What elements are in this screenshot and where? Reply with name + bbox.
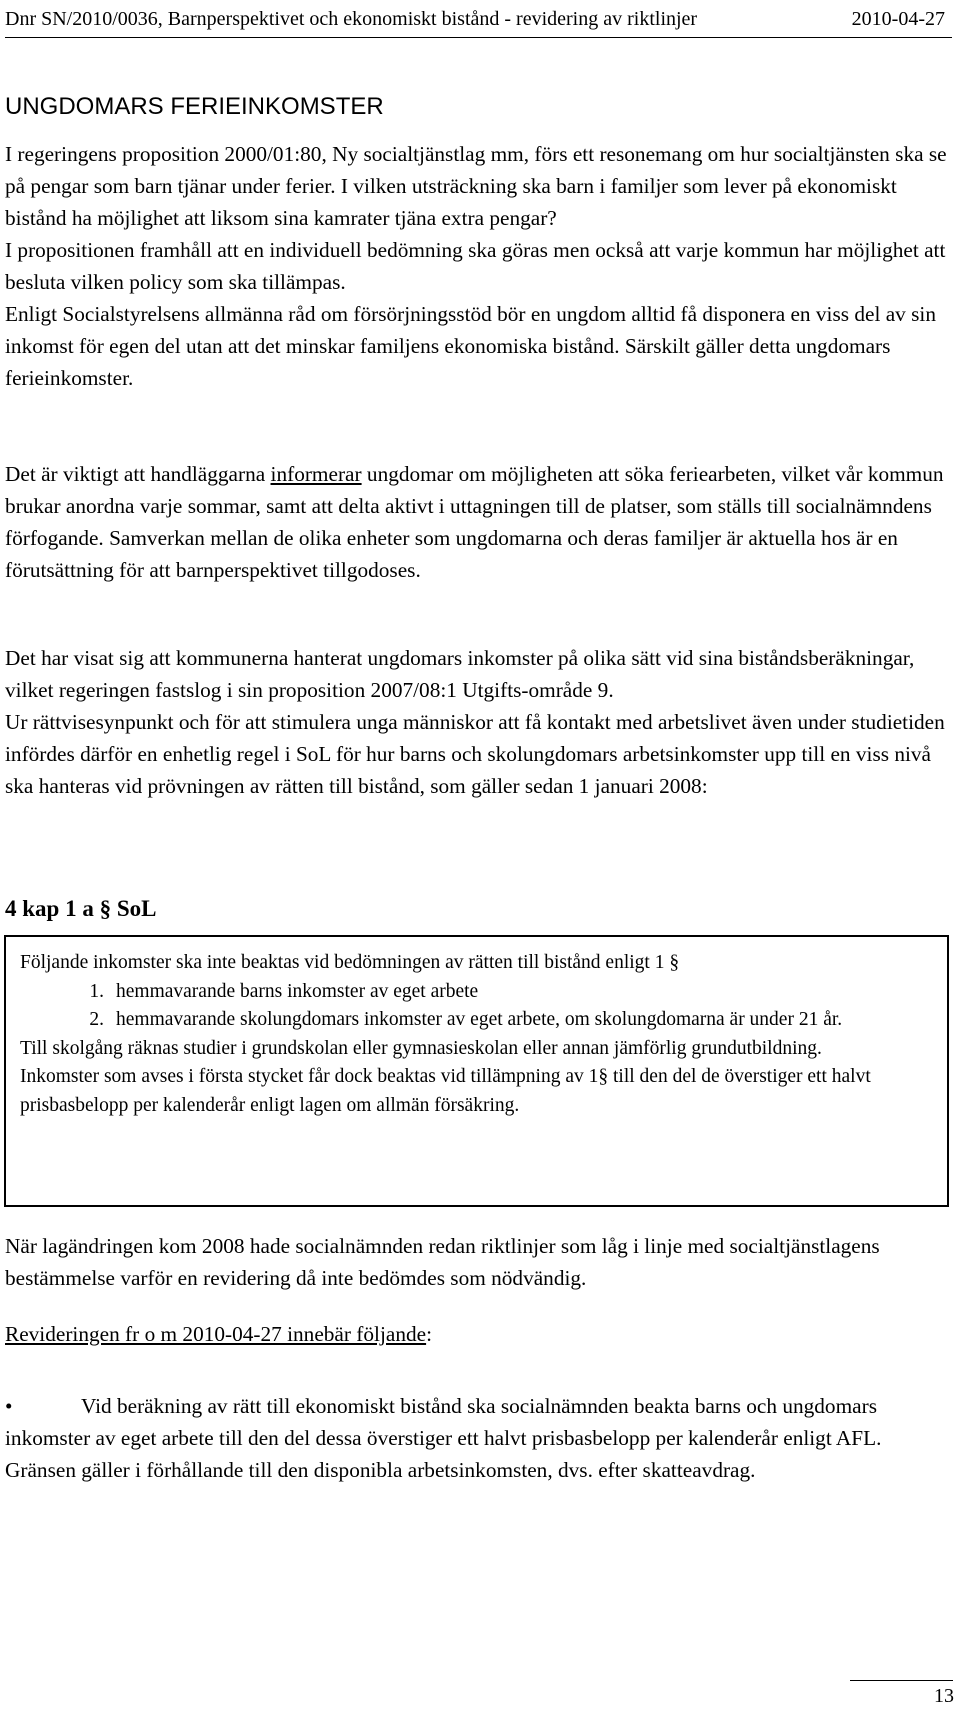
paragraph-information: [5, 458, 953, 586]
section-title: UNGDOMARS FERIEINKOMSTER: [5, 93, 384, 120]
footer-rule: [850, 1680, 953, 1681]
paragraph-proposition: I regeringens proposition 2000/01:80, Ny socialtjänstlag mm, förs ett resonemang om hur socialtjänsten ska se på pengar som barn tjänar under ferier. I vilken utsträckning ska barn i familjer som lever på ekonomiskt bistånd ha möjlighet att liksom sina kamrater tjäna extra pengar?: [5, 142, 947, 230]
law-heading: 4 kap 1 a § SoL: [5, 896, 157, 921]
para4-before: Det är viktigt att handläggarna: [5, 462, 271, 486]
header-date: 2010-04-27: [851, 8, 945, 30]
law-income-exception: Inkomster som avses i första stycket får dock beaktas vid tillämpning av 1§ till den del de överstiger ett halvt prisbasbelopp per kalenderår enligt lagen om allmän försäkring.: [20, 1066, 871, 1116]
paragraph-individual-assessment: I propositionen framhåll att en individuell bedömning ska göras men också att varje kommun har möjlighet att besluta vilken policy som ska tillämpas.: [5, 238, 946, 294]
underlined-word-informerar: informerar: [270, 462, 362, 486]
revision-bullet-text: Vid beräkning av rätt till ekonomiskt bistånd ska socialnämnden beakta barns och ungdomars inkomster av eget arbete till den del dessa överstiger ett halvt prisbasbelopp per kalenderår enligt AFL. Gränsen gäller i förhållande till den disponibla arbetsinkomsten, dvs. efter skatteavdrag.: [5, 1394, 882, 1482]
revision-bullet-item: [5, 1390, 953, 1486]
header-rule: [5, 37, 952, 38]
law-item-number: 1.: [89, 980, 104, 1002]
law-background-paragraphs: [5, 642, 953, 802]
law-list-item: [20, 978, 933, 1007]
paragraph-law-change: När lagändringen kom 2008 hade socialnämnden redan riktlinjer som låg i linje med socialtjänstlagens bestämmelse varför en revidering då inte bedömdes som nödvändig.: [5, 1234, 880, 1290]
para4-after: ungdomar om möjligheten att söka feriearbeten, vilket vår kommun brukar anordna varje sommar, samt att delta aktivt i uttagningen till de platser, som ställs till socialnämndens förfogande. Samverkan mellan de olika enheter som ungdomarna och deras familjer är aktuella hos är en förutsättning för att barnperspektivet tillgodoses.: [5, 462, 944, 582]
paragraph-municipalities: Det har visat sig att kommunerna hanterat ungdomars inkomster på olika sätt vid sina biståndsberäkningar, vilket regeringen fastslog i sin proposition 2007/08:1 Utgifts-område 9.: [5, 646, 915, 702]
bullet-icon: •: [5, 1394, 13, 1418]
header-document-title: Dnr SN/2010/0036, Barnperspektivet och ekonomiskt bistånd - revidering av riktlinjer: [5, 8, 698, 30]
law-item-text: hemmavarande barns inkomster av eget arbete: [116, 980, 479, 1002]
paragraph-socialstyrelsen: Enligt Socialstyrelsens allmänna råd om försörjningsstöd bör en ungdom alltid få disponera en viss del av sin inkomst för egen del utan att det minskar familjens ekonomiska bistånd. Särskilt gäller detta ungdomars ferieinkomster.: [5, 302, 936, 390]
law-intro: Följande inkomster ska inte beaktas vid bedömningen av rätten till bistånd enligt 1 §: [20, 952, 680, 973]
law-list-item: [20, 1006, 933, 1035]
law-text-box: [4, 935, 949, 1207]
law-item-text: hemmavarande skolungdomars inkomster av eget arbete, om skolungdomarna är under 21 år.: [116, 1009, 843, 1030]
intro-paragraphs: [5, 138, 953, 394]
law-item-number: 2.: [89, 1009, 104, 1030]
page-number: 13: [934, 1685, 954, 1707]
law-schooling-definition: Till skolgång räknas studier i grundskolan eller gymnasieskolan eller annan jämförlig grundutbildning.: [20, 1037, 822, 1059]
paragraph-fairness: Ur rättvisesynpunkt och för att stimulera unga människor att få kontakt med arbetslivet även under studietiden infördes därför en enhetlig regel i SoL för hur barns och skolungdomars arbetsinkomster upp till en viss nivå ska hanteras vid prövningen av rätten till bistånd, som gäller sedan 1 januari 2008:: [5, 710, 945, 798]
revision-heading: [5, 1318, 953, 1350]
page-header: [5, 6, 945, 32]
revision-heading-colon: :: [426, 1322, 433, 1346]
law-list: [20, 978, 933, 1035]
revision-heading-text: Revideringen fr o m 2010-04-27 innebär följande: [5, 1322, 427, 1346]
